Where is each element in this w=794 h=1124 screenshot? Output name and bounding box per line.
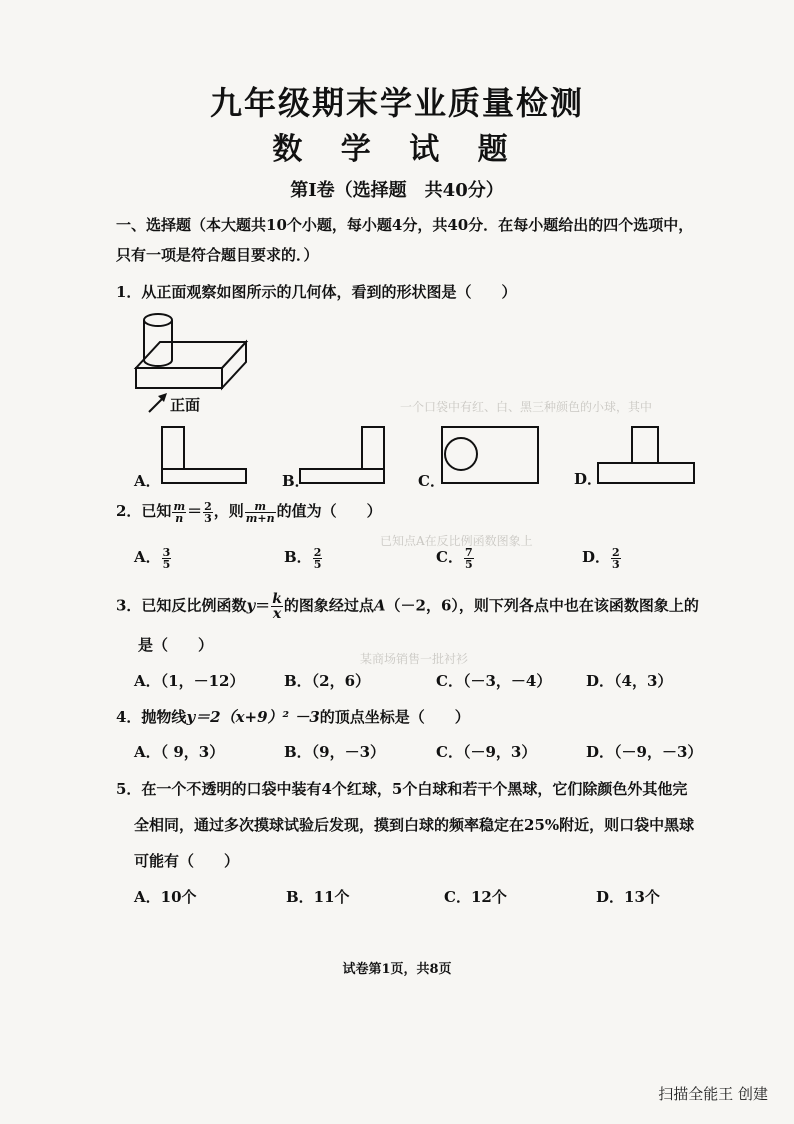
q3-prefix: 3．已知反比例函数 [116, 596, 247, 615]
q3-option-d[interactable]: D．（4，3） [586, 672, 673, 690]
front-label: 正面 [170, 396, 201, 414]
q3-f-num: k [272, 591, 282, 607]
q2-option-a-fraction [162, 547, 172, 570]
q2-eq: ＝ [187, 502, 203, 520]
q4-prefix: 4．抛物线 [116, 708, 187, 726]
exam-subtitle: 数 学 试 题 [272, 132, 522, 167]
q1-stem: 1．从正面观察如图所示的几何体，看到的形状图是（ ） [116, 283, 517, 301]
q3-fraction-k-x [271, 592, 283, 621]
q1-option-c[interactable]: C． [418, 472, 445, 490]
q5-stem-line2: 全相同，通过多次摸球试验后发现，摸到白球的频率稳定在25%附近，则口袋中黑球 [134, 816, 695, 834]
q2-option-a-den: 5 [162, 557, 171, 571]
q5-option-c[interactable]: C．12个 [444, 888, 507, 906]
q1-option-b[interactable]: B． [282, 472, 310, 490]
bleed-text-1: 一个口袋中有红、白、黑三种颜色的小球，其中 [400, 400, 653, 414]
q3-suffix: 的图象经过点 [283, 596, 374, 615]
q2-option-d-num: 2 [612, 545, 620, 559]
q4-option-b[interactable]: B．（9，－3） [284, 743, 386, 761]
scanner-watermark: 扫描全能王 创建 [658, 1085, 768, 1103]
q2-fraction-m-mn [245, 501, 276, 524]
q5-option-b[interactable]: B．11个 [286, 888, 350, 906]
q4-option-a[interactable]: A．（ 9，3） [134, 743, 225, 761]
exam-title: 九年级期末学业质量检测 [209, 84, 584, 122]
q2-option-c-den: 5 [464, 557, 473, 571]
q3-option-a[interactable]: A．（1，－12） [134, 672, 245, 690]
q3-var-y: y [246, 596, 256, 615]
q5-option-d[interactable]: D．13个 [596, 888, 660, 906]
q2-option-a[interactable] [134, 546, 172, 570]
q2-option-b-label: B． [284, 548, 312, 566]
q2-fraction-2-3 [203, 501, 213, 524]
q2-option-a-label: A． [134, 548, 161, 566]
q4-option-d[interactable]: D．（－9，－3） [586, 743, 703, 761]
q2-option-c-fraction [464, 547, 474, 570]
q2-option-c-num: 7 [464, 545, 473, 559]
q2-f3-num: m [245, 501, 276, 513]
q2-suffix: 的值为（ ） [276, 502, 382, 520]
q2-option-d[interactable] [582, 546, 622, 570]
bleed-text-2: 已知点A在反比例函数图象上 [380, 534, 533, 548]
q2-option-b[interactable] [284, 546, 323, 570]
q2-f3-den: m+n [245, 511, 275, 525]
part1-intro-line1: 一、选择题（本大题共10个小题，每小题4分，共40分．在每小题给出的四个选项中， [116, 216, 694, 234]
q3-f-den: x [272, 606, 282, 622]
q2-option-c[interactable] [436, 546, 475, 570]
q3-stem [116, 592, 699, 621]
q2-prefix: 2．已知 [116, 502, 172, 520]
page-footer: 试卷第1页，共8页 [342, 962, 452, 977]
q2-f2-den: 3 [204, 511, 212, 525]
q4-expr: y＝2（x+9）² －3 [186, 708, 320, 726]
q3-point: （－2，6），则下列各点中也在该函数图象上的 [385, 596, 699, 615]
q2-option-a-num: 3 [162, 545, 171, 559]
q2-mid: ，则 [213, 502, 244, 520]
bleed-text-3: 某商场销售一批衬衫 [360, 652, 469, 666]
q2-option-c-label: C． [436, 548, 463, 566]
q2-f1-num: m [173, 499, 186, 513]
q2-option-b-fraction [313, 547, 323, 570]
q3-eq: ＝ [255, 596, 271, 615]
q2-option-d-fraction [611, 547, 621, 570]
q4-option-c[interactable]: C．（－9，3） [436, 743, 537, 761]
q3-point-name: A [373, 596, 386, 615]
q2-stem [116, 500, 382, 524]
part1-intro-line2: 只有一项是符合题目要求的．） [116, 246, 319, 264]
q2-option-d-den: 3 [612, 557, 620, 571]
q4-stem [116, 706, 470, 727]
q5-option-a[interactable]: A．10个 [134, 888, 197, 906]
q2-f2-num: 2 [204, 499, 212, 513]
q2-option-b-den: 5 [313, 557, 322, 571]
q3-option-c[interactable]: C．（－3，－4） [436, 672, 552, 690]
q2-fraction-m-n [172, 501, 186, 524]
q4-suffix: 的顶点坐标是（ ） [319, 708, 470, 726]
q3-stem-line2: 是（ ） [138, 636, 214, 654]
q1-option-d[interactable]: D． [574, 470, 603, 488]
q1-option-a[interactable]: A． [134, 472, 161, 490]
q3-option-b[interactable]: B．（2，6） [284, 672, 371, 690]
q5-stem-line1: 5．在一个不透明的口袋中装有4个红球，5个白球和若干个黑球，它们除颜色外其他完 [116, 780, 688, 798]
q2-option-d-label: D． [582, 548, 611, 566]
q2-f1-den: n [175, 511, 184, 525]
section-heading: 第Ⅰ卷（选择题 共40分） [290, 180, 504, 201]
q2-option-b-num: 2 [313, 545, 322, 559]
q5-stem-line3: 可能有（ ） [134, 852, 240, 870]
